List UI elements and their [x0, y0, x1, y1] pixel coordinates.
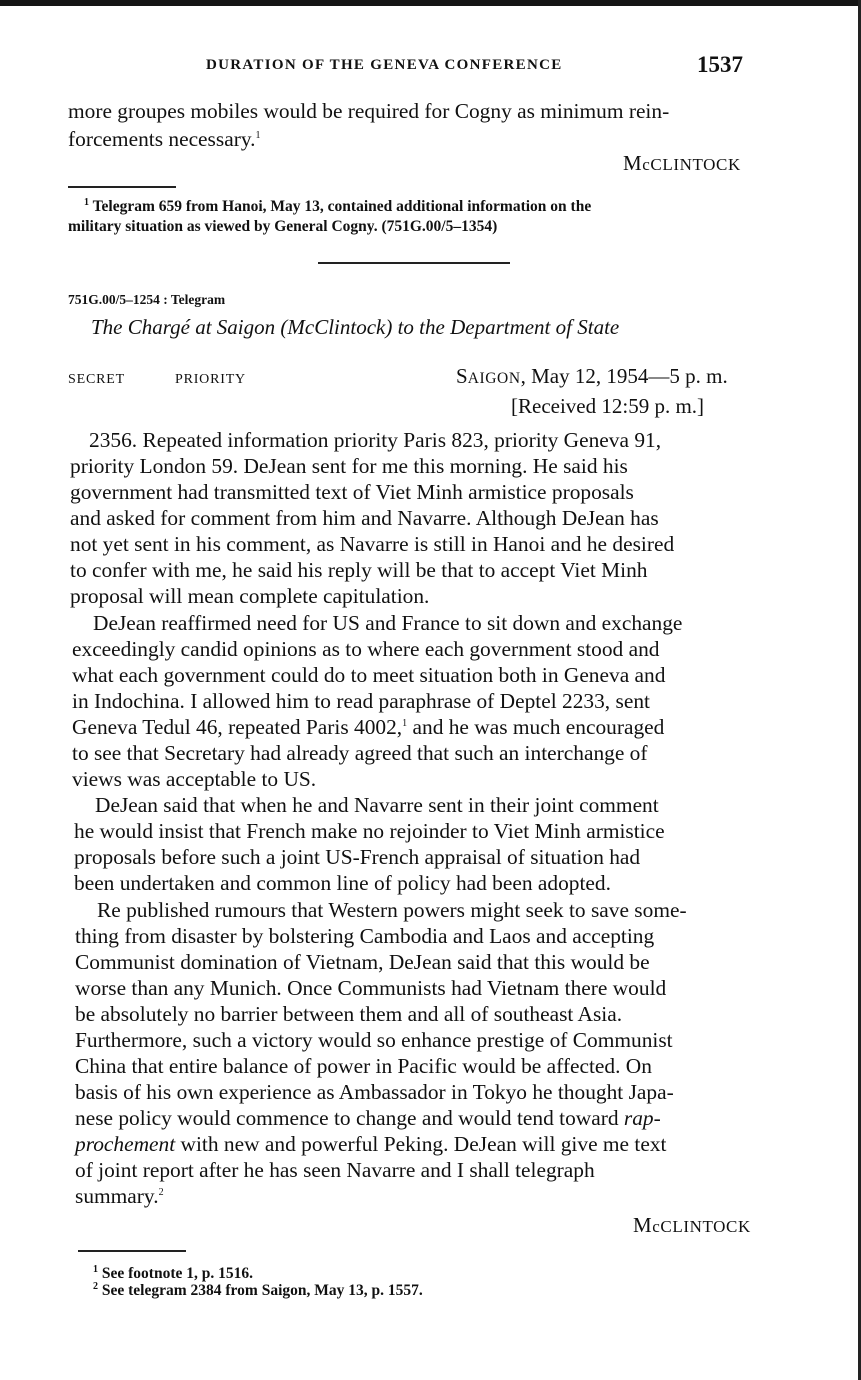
footnote-line: military situation as viewed by General Cogny. (751G.00/5–1354) [68, 218, 498, 235]
text-fragment: summary. [75, 1184, 159, 1208]
signature-rest: cCLINTOCK [642, 155, 741, 174]
text-line [75, 1183, 164, 1209]
received-time: [Received 12:59 p. m.] [511, 394, 705, 418]
text-line: not yet sent in his comment, as Navarre is still in Hanoi and he desired [70, 532, 675, 556]
text-line [75, 1131, 666, 1157]
scan-top-edge [0, 0, 861, 6]
text-line: he would insist that French make no rejoinder to Viet Minh armistice [74, 819, 665, 843]
text-line: Re published rumours that Western powers might seek to save some- [97, 898, 687, 922]
text-line: China that entire balance of power in Pacific would be affected. On [75, 1054, 652, 1078]
text-line: thing from disaster by bolstering Cambodia and Laos and accepting [75, 924, 655, 948]
signature-mcclintock-1 [623, 151, 741, 176]
text-line: what each government could do to meet situation both in Geneva and [72, 663, 666, 687]
section-divider [318, 262, 510, 264]
signature-initial: M [623, 151, 643, 175]
text-line: exceedingly candid opinions as to where each government stood and [72, 637, 660, 661]
text-line: proposals before such a joint US-French appraisal of situation had [74, 845, 641, 869]
text-line [68, 126, 260, 152]
text-line: to confer with me, he said his reply will be that to accept Viet Minh [70, 558, 648, 582]
text-line: Furthermore, such a victory would so enhance prestige of Communist [75, 1028, 673, 1052]
text-fragment: and he was much encouraged [407, 715, 665, 739]
text-line: government had transmitted text of Viet Minh armistice proposals [70, 480, 634, 504]
footnote-text: See footnote 1, p. 1516. [101, 1265, 253, 1282]
text-line: to see that Secretary had already agreed that such an interchange of [72, 741, 648, 765]
footnote-marker: 1 [84, 196, 89, 208]
text-line [72, 714, 664, 740]
signature-mcclintock-2 [633, 1213, 751, 1238]
italic-text: rap- [623, 1106, 661, 1130]
footnote-2 [93, 1281, 423, 1301]
footnote-rule [78, 1250, 186, 1252]
italic-text: pro [75, 1132, 104, 1156]
text-line: priority London 59. DeJean sent for me this morning. He said his [70, 454, 628, 478]
footnote-text: See telegram 2384 from Saigon, May 13, p. 1557. [101, 1282, 423, 1299]
text-line: of joint report after he has seen Navarre and I shall telegraph [75, 1158, 595, 1182]
place-rest: AIGON [467, 370, 521, 387]
place-initial: S [456, 364, 468, 388]
precedence: PRIORITY [175, 372, 246, 387]
running-head [0, 52, 861, 82]
text-line: in Indochina. I allowed him to read paraphrase of Deptel 2233, sent [72, 689, 650, 713]
text-line: DeJean said that when he and Navarre sent in their joint comment [95, 793, 659, 817]
classification: SECRET [68, 372, 125, 387]
text-fragment: with new and powerful Peking. DeJean will give me text [175, 1132, 667, 1156]
dateline [456, 364, 728, 389]
footnote-rule [68, 186, 176, 188]
text-line: be absolutely no barrier between them and all of southeast Asia. [75, 1002, 623, 1026]
footnote-ref: 1 [402, 717, 408, 729]
text-line: DeJean reaffirmed need for US and France to sit down and exchange [93, 611, 683, 635]
footnote-line [84, 197, 591, 217]
text-line: Communist domination of Vietnam, DeJean said that this would be [75, 950, 650, 974]
text-line: 2356. Repeated information priority Paris 823, priority Geneva 91, [89, 428, 662, 452]
footnote-marker: 2 [93, 1280, 98, 1292]
text-line: basis of his own experience as Ambassador in Tokyo he thought Japa- [75, 1080, 674, 1104]
footnote-text: Telegram 659 from Hanoi, May 13, contained additional information on the [92, 198, 592, 215]
text-fragment: forcements necessary. [68, 127, 256, 151]
text-line: proposal will mean complete capitulation. [70, 584, 430, 608]
date: , May 12, 1954—5 p. m. [520, 364, 728, 388]
text-line: views was acceptable to US. [72, 767, 317, 791]
page-number: 1537 [697, 52, 743, 77]
text-fragment: Geneva Tedul 46, repeated Paris 4002, [72, 715, 403, 739]
text-line [75, 1105, 661, 1131]
text-fragment: nese policy would commence to change and would tend toward [75, 1106, 624, 1130]
text-line: been undertaken and common line of policy had been adopted. [74, 871, 611, 895]
text-line: and asked for comment from him and Navarre. Although DeJean has [70, 506, 659, 530]
running-head-title: DURATION OF THE GENEVA CONFERENCE [206, 57, 563, 73]
file-reference: 751G.00/5–1254 : Telegram [68, 292, 226, 307]
footnote-ref: 1 [255, 129, 261, 141]
footnote-marker: 1 [93, 1263, 98, 1275]
document-title: The Chargé at Saigon (McClintock) to the Department of State [91, 315, 620, 339]
text-line: more groupes mobiles would be required for Cogny as minimum rein- [68, 99, 670, 123]
italic-text: chement [103, 1132, 176, 1156]
text-line: worse than any Munich. Once Communists had Vietnam there would [75, 976, 667, 1000]
signature-rest: cCLINTOCK [652, 1217, 751, 1236]
footnote-ref: 2 [158, 1186, 164, 1198]
signature-initial: M [633, 1213, 653, 1237]
